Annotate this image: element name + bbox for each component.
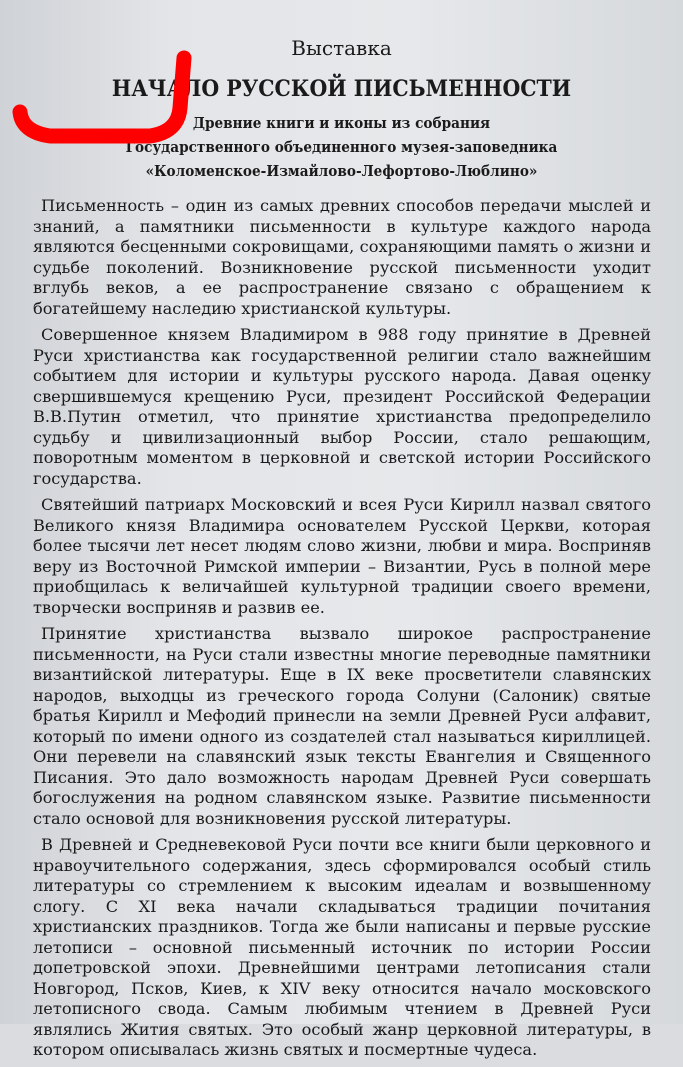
paragraph-4: [33, 624, 651, 829]
paragraph-5-text: В Древней и Средневековой Руси почти все книги были церковного и нравоучительного содержания, здесь сформировался особый стиль литературы со стремлением к высоким идеалам и возвышенному слогу. С XI века начали складываться традиции почитания христианских праздников. Тогда же были написаны и первые русские летописи – основной письменный источник по истории России допетровской эпохи. Древнейшими центрами летописания стали Новгород, Псков, Киев, к XIV веку относится начало московского летописного свода. Самым любимым чтением в Древней Руси являлись Жития святых. Это особый жанр церковной литературы, в котором описывалась жизнь святых и посмертные чудеса.: [33, 835, 651, 1059]
document-title: НАЧАЛО РУССКОЙ ПИСЬМЕННОСТИ: [111, 76, 572, 102]
paragraph-1: [33, 196, 651, 319]
paragraph-2: [33, 325, 651, 489]
subtitle-line-3: «Коломенское-Измайлово-Лефортово-Люблино»: [145, 163, 538, 180]
paragraph-3: [33, 495, 651, 618]
paragraph-3-text: Святейший патриарх Московский и всея Руси Кирилл назвал святого Великого князя Владимира основателем Русской Церкви, которая более тысячи лет несет людям слово жизни, любви и мира. Восприняв веру из Восточной Римской империи – Византии, Русь в полной мере приобщилась к величайшей культурной традиции своего времени, творчески восприняв и развив ее.: [33, 495, 651, 617]
body-text: [33, 196, 651, 1067]
subtitle-line-2: Государственного объединенного музея-заповедника: [125, 139, 558, 156]
paragraph-1-text: Письменность – один из самых древних способов передачи мыслей и знаний, а памятники письменности в культуре каждого народа являются бесценными сокровищами, сохраняющими память о жизни и судьбе поколений. Возникновение русской письменности уходит вглубь веков, а ее распространение связано с обращением к богатейшему наследию христианской культуры.: [33, 196, 651, 318]
paragraph-4-text: Принятие христианства вызвало широкое распространение письменности, на Руси стали известны многие переводные памятники византийской литературы. Еще в IX веке просветители славянских народов, выходцы из греческого города Солуни (Салоник) святые братья Кирилл и Мефодий принесли на земли Древней Руси алфавит, который по имени одного из создателей стал называться кириллицей. Они перевели на славянский язык тексты Евангелия и Священного Писания. Это дало возможность народам Древней Руси совершать богослужения на родном славянском языке. Развитие письменности стало основой для возникновения русской литературы.: [33, 624, 651, 828]
paragraph-2-text: Совершенное князем Владимиром в 988 году принятие в Древней Руси христианства как государственной религии стало важнейшим событием для истории и культуры русского народа. Давая оценку свершившемуся крещению Руси, президент Российской Федерации В.В.Путин отметил, что принятие христианства предопределило судьбу и цивилизационный выбор России, стало решающим, поворотным моментом в церковной и светской истории Российского государства.: [33, 325, 651, 488]
exhibit-label: Выставка: [291, 36, 392, 60]
subtitle-line-1: Древние книги и иконы из собрания: [192, 115, 491, 132]
paragraph-5: [33, 835, 651, 1061]
